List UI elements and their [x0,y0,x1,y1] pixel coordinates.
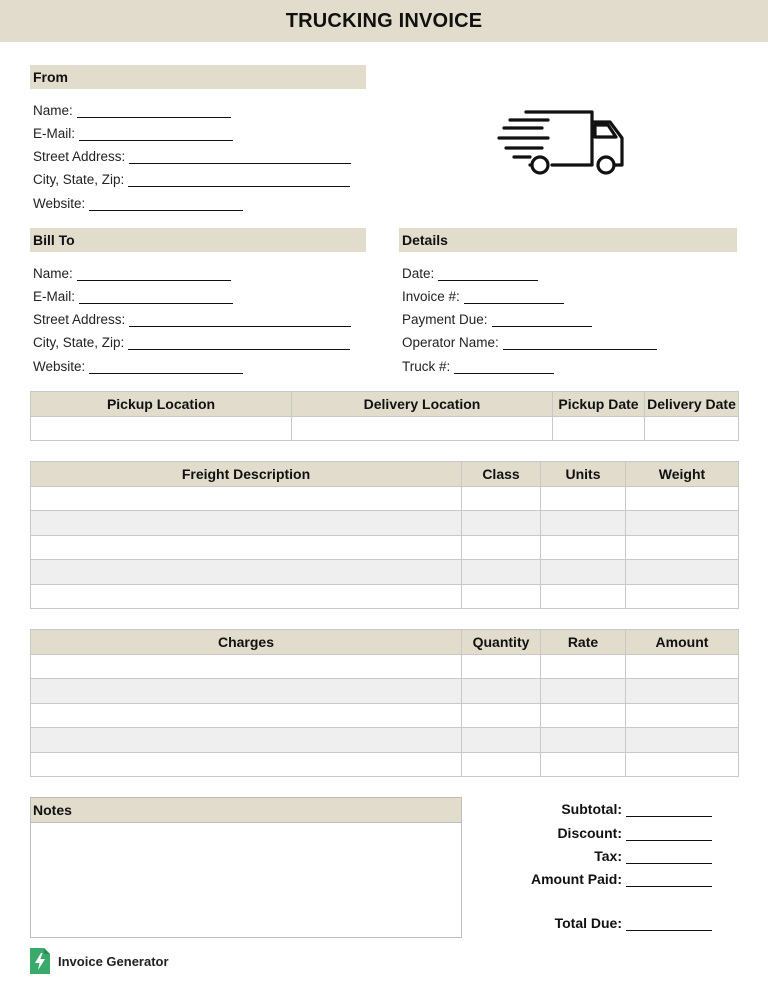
input-line[interactable] [492,313,592,327]
brand-name: Invoice Generator [58,953,169,969]
input-line[interactable] [89,197,243,211]
total-due-field[interactable] [555,915,712,931]
field-label: E-Mail: [33,289,76,304]
table-cell[interactable] [541,728,626,752]
field-label: Street Address: [33,312,126,327]
table-row [31,417,739,441]
column-header: Delivery Date [645,392,739,417]
table-header-row [31,462,739,487]
table-cell[interactable] [626,752,739,776]
table-row [31,655,739,679]
table-cell[interactable] [31,487,462,511]
details-payment-due-field[interactable] [402,312,592,327]
table-row [31,584,739,608]
column-header: Delivery Location [292,392,553,417]
from-street-field[interactable] [33,149,351,164]
input-line[interactable] [626,803,712,817]
charges-table [30,629,739,777]
table-cell[interactable] [462,560,541,584]
field-label: City, State, Zip: [33,172,125,187]
input-line[interactable] [454,360,554,374]
field-label: Invoice #: [402,289,460,304]
column-header: Units [541,462,626,487]
column-header: Pickup Date [553,392,645,417]
bill-to-name-field[interactable] [33,266,231,281]
from-city-field[interactable] [33,172,350,187]
table-cell[interactable] [462,703,541,727]
table-cell[interactable] [541,584,626,608]
table-cell[interactable] [541,535,626,559]
title-bar [0,0,768,42]
field-label: Website: [33,196,86,211]
subtotal-field[interactable] [561,801,712,817]
shipment-table [30,391,739,441]
amount-paid-field[interactable] [531,871,712,887]
table-cell[interactable] [292,417,553,441]
details-invoice-number-field[interactable] [402,289,564,304]
column-header: Class [462,462,541,487]
table-cell[interactable] [541,679,626,703]
discount-field[interactable] [557,825,712,841]
table-header-row [31,630,739,655]
input-line[interactable] [503,336,657,350]
table-cell[interactable] [626,703,739,727]
tax-label: Tax: [594,848,622,864]
table-header-row [31,392,739,417]
table-cell[interactable] [553,417,645,441]
input-line[interactable] [128,173,350,187]
input-line[interactable] [626,850,712,864]
table-cell[interactable] [31,752,462,776]
from-name-field[interactable] [33,103,231,118]
input-line[interactable] [79,127,233,141]
table-row [31,703,739,727]
amount-paid-label: Amount Paid: [531,871,622,887]
field-label: City, State, Zip: [33,335,125,350]
table-cell[interactable] [626,584,739,608]
table-cell[interactable] [31,584,462,608]
page-title: TRUCKING INVOICE [285,9,483,32]
column-header: Amount [626,630,739,655]
input-line[interactable] [129,313,351,327]
table-cell[interactable] [626,487,739,511]
table-row [31,679,739,703]
discount-label: Discount: [557,825,622,841]
table-cell[interactable] [541,752,626,776]
input-line[interactable] [128,336,350,350]
from-website-field[interactable] [33,196,243,211]
table-row [31,728,739,752]
table-row [31,511,739,535]
column-header: Quantity [462,630,541,655]
table-cell[interactable] [31,511,462,535]
lightning-icon [30,948,50,974]
column-header: Freight Description [31,462,462,487]
tax-field[interactable] [594,848,712,864]
details-truck-number-field[interactable] [402,359,554,374]
table-cell[interactable] [462,511,541,535]
field-label: Website: [33,359,86,374]
input-line[interactable] [77,267,231,281]
table-cell[interactable] [462,728,541,752]
table-cell[interactable] [31,728,462,752]
table-cell[interactable] [462,655,541,679]
table-row [31,487,739,511]
table-cell[interactable] [626,655,739,679]
table-cell[interactable] [626,679,739,703]
table-cell[interactable] [31,560,462,584]
table-row [31,535,739,559]
column-header: Charges [31,630,462,655]
bill-to-heading: Bill To [30,228,366,252]
bill-to-street-field[interactable] [33,312,351,327]
table-cell[interactable] [626,511,739,535]
bill-to-website-field[interactable] [33,359,243,374]
field-label: Name: [33,103,73,118]
field-label: Name: [33,266,73,281]
table-cell[interactable] [462,752,541,776]
table-cell[interactable] [626,535,739,559]
from-heading: From [30,65,366,89]
notes-box[interactable] [30,797,462,938]
field-label: Date: [402,266,435,281]
table-cell[interactable] [31,535,462,559]
details-heading: Details [399,228,737,252]
table-cell[interactable] [462,679,541,703]
table-row [31,752,739,776]
subtotal-label: Subtotal: [561,801,622,817]
table-cell[interactable] [31,417,292,441]
input-line[interactable] [77,104,231,118]
table-cell[interactable] [645,417,739,441]
column-header: Weight [626,462,739,487]
details-date-field[interactable] [402,266,538,281]
freight-table [30,461,739,609]
field-label: E-Mail: [33,126,76,141]
field-label: Operator Name: [402,335,499,350]
delivery-truck-icon [496,108,630,176]
input-line[interactable] [89,360,243,374]
total-due-label: Total Due: [554,915,622,931]
input-line[interactable] [438,267,538,281]
table-cell[interactable] [31,703,462,727]
table-cell[interactable] [462,584,541,608]
field-label: Truck #: [402,359,451,374]
bill-to-email-field[interactable] [33,289,233,304]
table-cell[interactable] [541,703,626,727]
table-cell[interactable] [31,655,462,679]
input-line[interactable] [79,290,233,304]
input-line[interactable] [129,150,351,164]
table-cell[interactable] [541,511,626,535]
field-label: Payment Due: [402,312,488,327]
table-cell[interactable] [541,560,626,584]
table-cell[interactable] [541,655,626,679]
table-cell[interactable] [626,560,739,584]
field-label: Street Address: [33,149,126,164]
input-line[interactable] [626,873,712,887]
input-line[interactable] [626,827,712,841]
notes-heading: Notes [31,798,461,823]
column-header: Rate [541,630,626,655]
input-line[interactable] [626,917,712,931]
brand-logo[interactable] [30,948,169,974]
table-cell[interactable] [541,487,626,511]
table-row [31,560,739,584]
table-cell[interactable] [31,679,462,703]
table-cell[interactable] [462,487,541,511]
bill-to-city-field[interactable] [33,335,350,350]
details-operator-name-field[interactable] [402,335,657,350]
input-line[interactable] [464,290,564,304]
table-cell[interactable] [626,728,739,752]
from-email-field[interactable] [33,126,233,141]
column-header: Pickup Location [31,392,292,417]
table-cell[interactable] [462,535,541,559]
